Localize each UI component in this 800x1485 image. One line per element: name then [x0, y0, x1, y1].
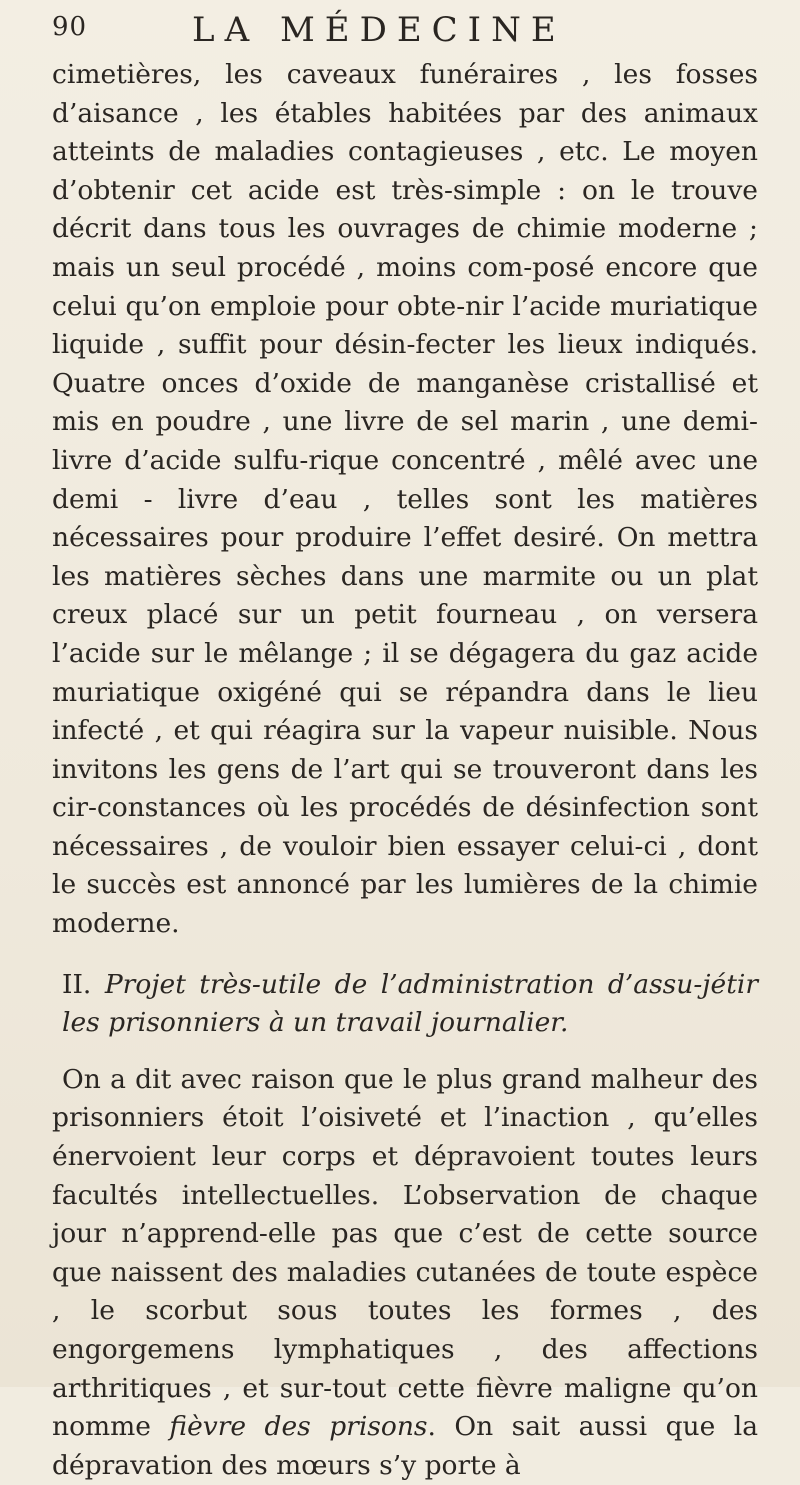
- paragraph-prisoners-tail: . On sait aussi que la dépravation des mœurs s’y porte à: [52, 1411, 759, 1481]
- paragraph-disinfection: cimetières, les caveaux funéraires , les fosses d’aisance , les étables habitées par des animaux atteints de maladies contagieuses , etc. Le moyen d’obtenir cet acide est très-simple : on le trouve décrit dans tous les ouvrages de chimie moderne ; mais un seul procédé , moins com-posé encore que celui qu’on emploie pour obte-nir l’acide muriatique liquide , suffit pour désin-fecter les lieux indiqués. Quatre onces d’oxide de manganèse cristallisé et mis en poudre , une livre de sel marin , une demi-livre d’acide sulfu-rique concentré , mêlé avec une demi - livre d’eau , telles sont les matières nécessaires pour produire l’effet desiré. On mettra les matières sèches dans une marmite ou un plat creux placé sur un petit fourneau , on versera l’acide sur le mêlange ; il se dégagera du gaz acide muriatique oxigéné qui se répandra dans le lieu infecté , et qui réagira sur la vapeur nuisible. Nous invitons les gens de l’art qui se trouveront dans les cir-constances où les procédés de désinfection sont nécessaires , de vouloir bien essayer celui-ci , dont le succès est annoncé par les lumières de la chimie moderne.: [52, 59, 758, 940]
- paragraph-prisoners: [52, 1061, 758, 1485]
- running-title: LA MÉDECINE: [192, 10, 566, 50]
- page-header: [52, 6, 760, 56]
- italic-term: fièvre des prisons: [169, 1411, 428, 1443]
- page-number: 90: [52, 12, 88, 42]
- paragraph-prisoners-text: On a dit avec raison que le plus grand malheur des prisonniers étoit l’oisiveté et l’inaction , qu’elles énervoient leur corps et dépravoient toutes leurs facultés intellectuelles. L’observation de chaque jour n’apprend-elle pas que c’est de cette source que naissent des maladies cutanées de toute espèce , le scorbut sous toutes les formes , des engorgemens lymphatiques , des affections arthritiques , et sur-tout cette fièvre maligne qu’on nomme: [52, 1063, 758, 1443]
- section-number: II.: [62, 968, 92, 1000]
- section-title: Projet très-utile de l’administration d’assu-jétir les prisonniers à un travail journalier.: [62, 968, 758, 1039]
- body-text: [52, 56, 758, 1485]
- section-heading: [52, 966, 758, 1043]
